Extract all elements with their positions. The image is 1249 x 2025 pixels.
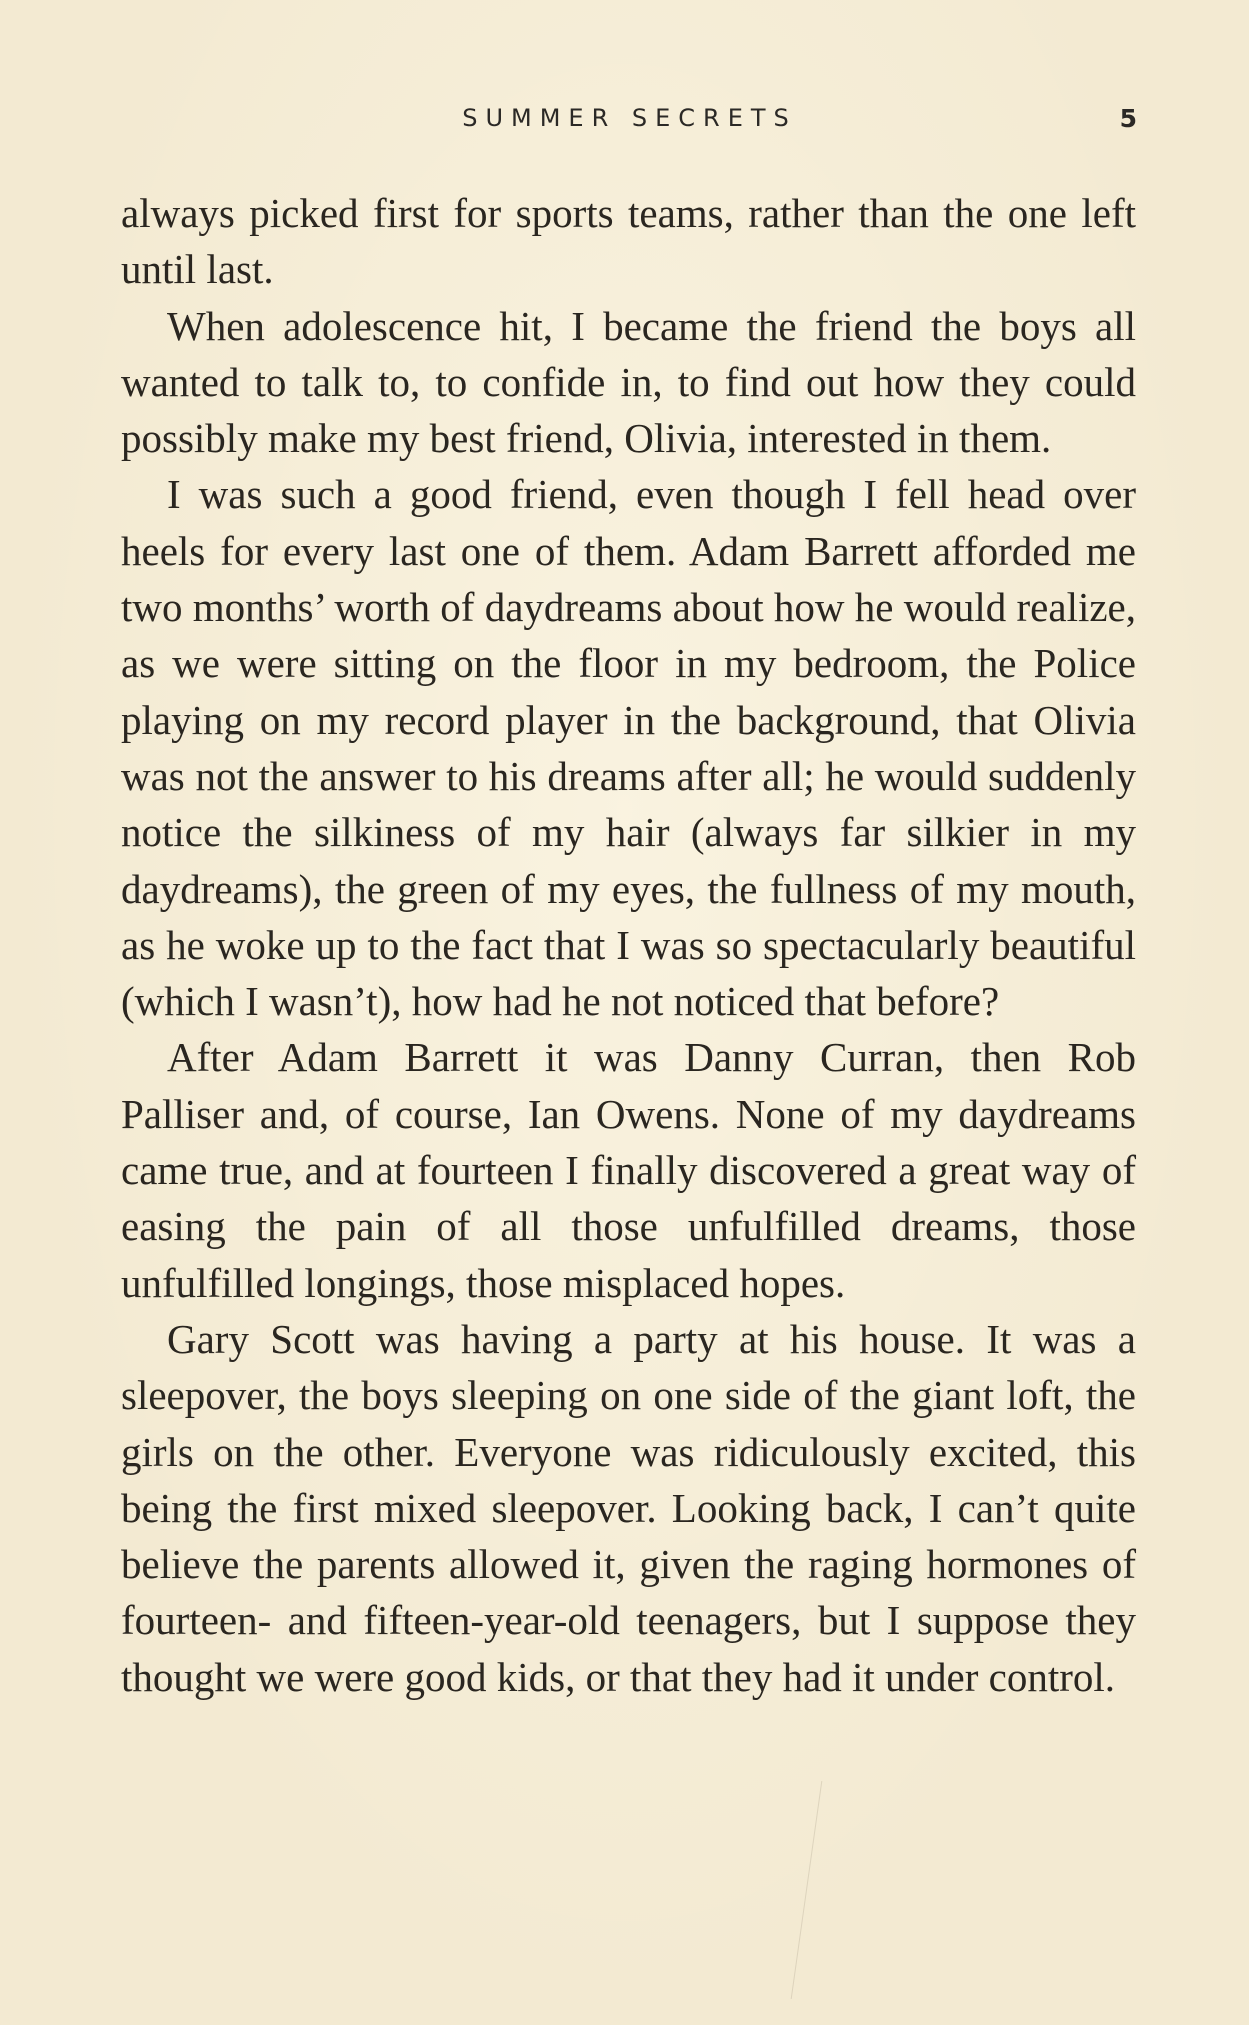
body-text: [121, 185, 1136, 1705]
paragraph: Gary Scott was having a party at his house. It was a sleepover, the boys sleeping on one side of the giant loft, the girls on the other. Everyone was ridiculously excited, this being the first mixed sleepover. Looking back, I can’t quite believe the parents allowed it, given the raging hormones of fourteen- and fifteen-year-old teenagers, but I suppose they thought we were good kids, or that they had it under control.: [121, 1315, 1136, 1700]
page-number: 5: [1119, 104, 1137, 133]
page-header: [122, 104, 1137, 140]
paragraph: When adolescence hit, I became the friend the boys all wanted to talk to, to confide in, to find out how they could possibly make my best friend, Olivia, interested in them.: [121, 302, 1136, 462]
paragraph: always picked first for sports teams, rather than the one left until last.: [121, 190, 1136, 293]
page-crease: [791, 1781, 823, 1999]
paragraph: After Adam Barrett it was Danny Curran, then Rob Palliser and, of course, Ian Owens. None of my daydreams came true, and at fourteen I finally discovered a great way of easing the pain of all those unfulfilled dreams, those unfulfilled longings, those misplaced hopes.: [121, 1034, 1136, 1306]
running-head: SUMMER SECRETS: [462, 104, 797, 132]
paragraph: I was such a good friend, even though I fell head over heels for every last one of them. Adam Barrett afforded me two months’ worth of daydreams about how he would realize, as we were sitting on the floor in my bedroom, the Police playing on my record player in the background, that Olivia was not the answer to his dreams after all; he would suddenly notice the silkiness of my hair (always far silkier in my daydreams), the green of my eyes, the fullness of my mouth, as he woke up to the fact that I was so spectacularly beautiful (which I wasn’t), how had he not noticed that before?: [121, 471, 1136, 1025]
